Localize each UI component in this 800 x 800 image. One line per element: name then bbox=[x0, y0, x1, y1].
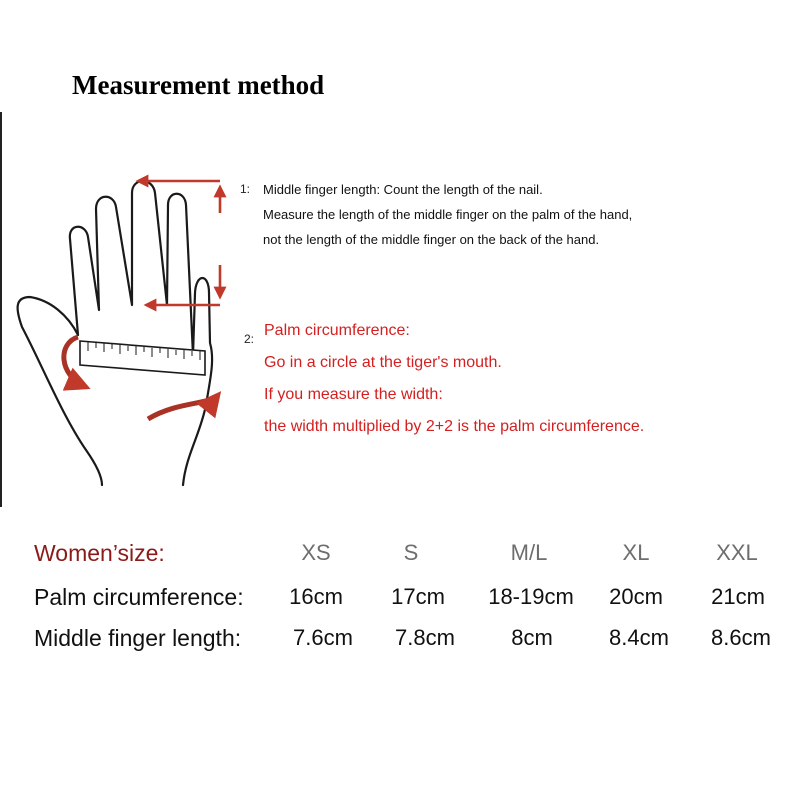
table-cell: 20cm bbox=[609, 584, 663, 609]
size-chart-table bbox=[0, 530, 800, 670]
table-row bbox=[0, 625, 800, 661]
middle-finger-length-label: Middle finger length: bbox=[34, 625, 242, 651]
step-1-number: 1: bbox=[240, 182, 251, 196]
page-title: Measurement method bbox=[72, 70, 325, 100]
left-divider-line bbox=[0, 112, 2, 507]
table-cell: 7.8cm bbox=[395, 625, 455, 650]
table-cell: 18-19cm bbox=[488, 584, 574, 609]
measuring-tape bbox=[80, 341, 205, 375]
women-size-label: Women’size: bbox=[34, 540, 165, 566]
size-header-xxl: XXL bbox=[716, 540, 758, 565]
size-header-s: S bbox=[403, 540, 419, 565]
hand-measurement-illustration bbox=[10, 165, 245, 490]
table-cell: 17cm bbox=[391, 584, 445, 609]
step-1-line-3: not the length of the middle finger on the back of the hand. bbox=[263, 232, 600, 247]
table-cell: 8.6cm bbox=[711, 625, 771, 650]
table-cell: 16cm bbox=[289, 584, 343, 609]
table-cell: 8cm bbox=[511, 625, 553, 650]
right-curve-arrow bbox=[148, 395, 218, 419]
size-header-xl: XL bbox=[622, 540, 650, 565]
step-2-line-3: If you measure the width: bbox=[264, 386, 443, 403]
step-2-line-2: Go in a circle at the tiger's mouth. bbox=[264, 354, 502, 371]
palm-circumference-label: Palm circumference: bbox=[34, 584, 244, 610]
table-cell: 7.6cm bbox=[293, 625, 353, 650]
step-1-line-1: Middle finger length: Count the length of the nail. bbox=[263, 182, 543, 197]
table-cell: 8.4cm bbox=[609, 625, 669, 650]
size-header-ml: M/L bbox=[510, 540, 548, 565]
step-1-line-2: Measure the length of the middle finger on the palm of the hand, bbox=[263, 207, 633, 222]
size-header-xs: XS bbox=[301, 540, 331, 565]
step-2-line-4: the width multiplied by 2+2 is the palm circumference. bbox=[264, 418, 645, 435]
table-row bbox=[0, 584, 800, 620]
step-2-line-1: Palm circumference: bbox=[264, 322, 410, 339]
table-cell: 21cm bbox=[711, 584, 765, 609]
step-2-number: 2: bbox=[244, 332, 255, 346]
table-header-row bbox=[0, 540, 800, 576]
hand-outline bbox=[18, 181, 213, 485]
